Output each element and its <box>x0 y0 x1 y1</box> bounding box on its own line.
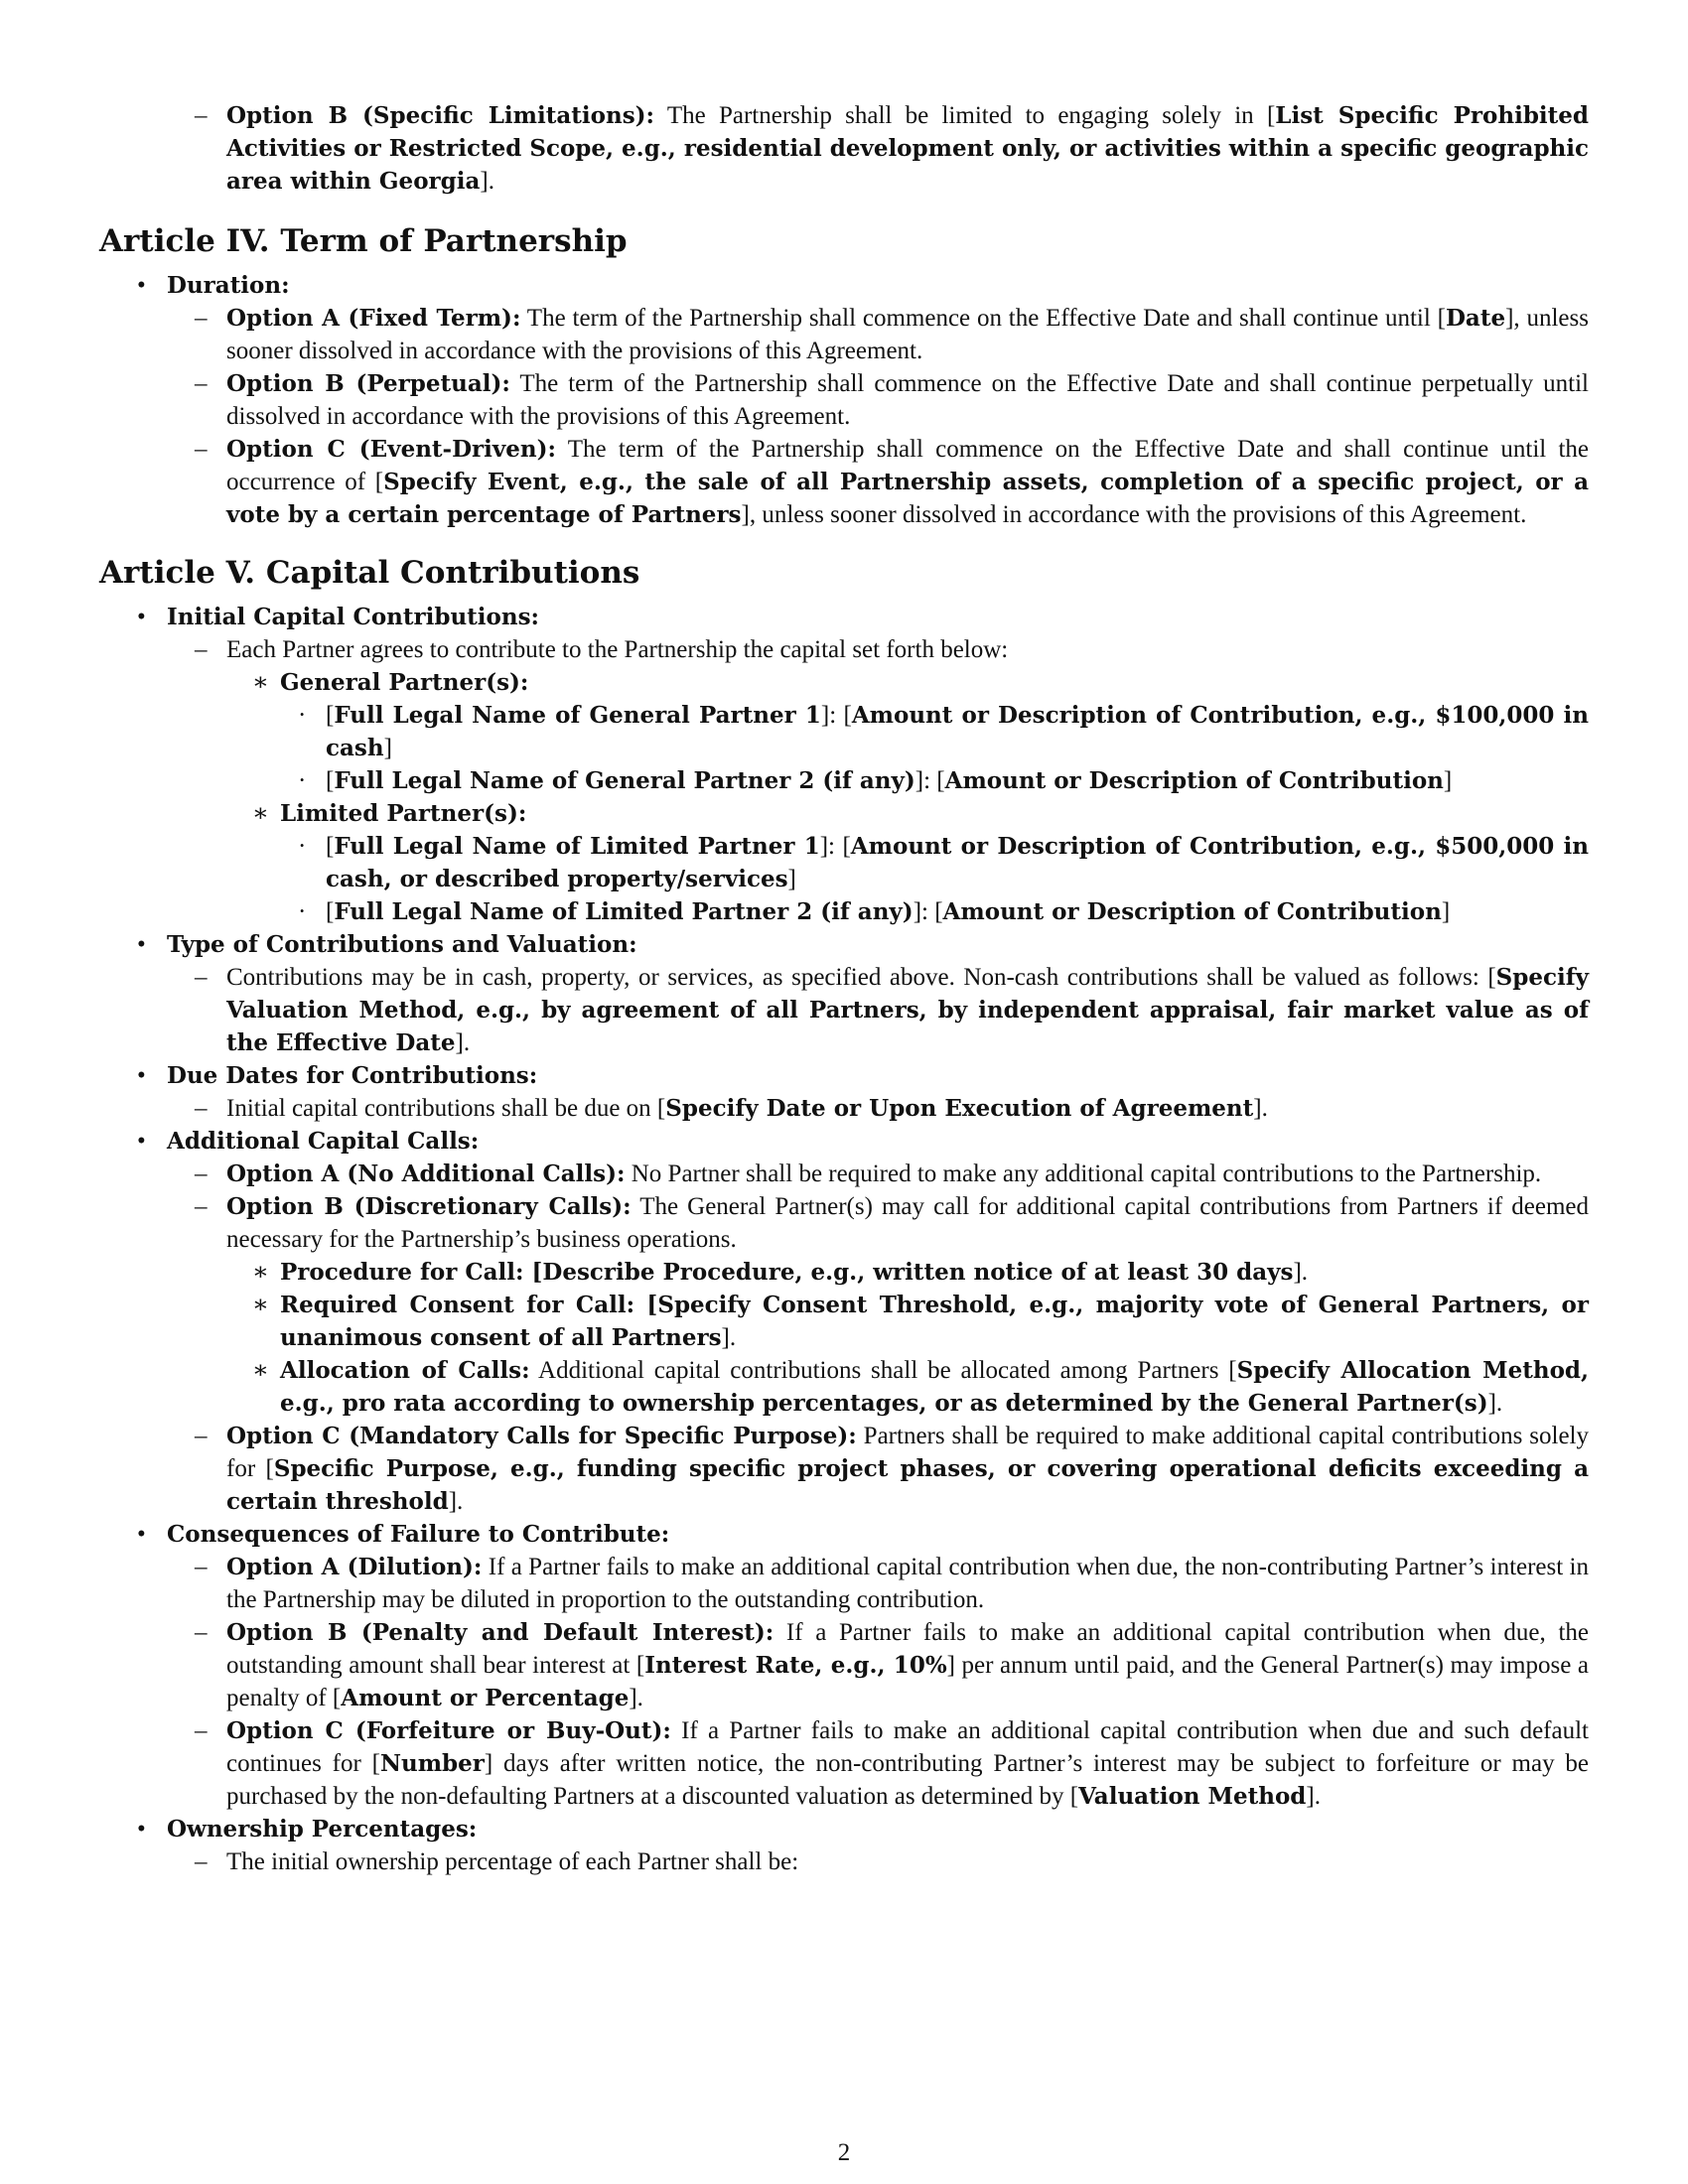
list-item-ownership: • Ownership Percentages: <box>137 1816 478 1843</box>
dash-marker: – <box>195 102 208 129</box>
placeholder: Amount or Description of Contribution, e.g., $500,000 in cash, or described property/services <box>326 833 1589 892</box>
placeholder: Specify Date or Upon Execution of Agreement <box>665 1095 1254 1122</box>
list-item-allocation-of-calls: ∗ Allocation of Calls: Additional capital contributions shall be allocated among Partners [Specify Allocation Method, e.g., pro rata according to ownership percentages, or as determined by the General Partner(s)]. <box>252 1357 1590 1417</box>
placeholder: Full Legal Name of General Partner 1 <box>334 702 821 729</box>
placeholder: List Specific Prohibited Activities or Restricted Scope, e.g., residential development only, or activities within a specific geographic area within Georgia <box>226 102 1589 195</box>
list-item-general-partners: ∗ General Partner(s): <box>252 669 529 696</box>
placeholder: Specify Valuation Method, e.g., by agreement of all Partners, by independent appraisal, fair market value as of the Effective Date <box>226 964 1589 1056</box>
placeholder: Valuation Method <box>1078 1783 1307 1810</box>
list-item-due-date-text: – Initial capital contributions shall be due on [Specify Date or Upon Execution of Agreement]. <box>195 1095 1268 1122</box>
placeholder: Full Legal Name of Limited Partner 2 (if any) <box>334 898 914 925</box>
list-item-failure-option-c: – Option C (Forfeiture or Buy-Out): If a Partner fails to make an additional capital contribution when due and such default continues for [Number] days after written notice, the non-contributing Partner’s interest may be subject to forfeiture or may be purchased by the non-defaulting Partners at a discounted valuation as determined by [Valuation Method]. <box>195 1717 1590 1810</box>
placeholder: Full Legal Name of Limited Partner 1 <box>334 833 820 860</box>
document-page <box>99 99 1589 1878</box>
option-label: Option B (Specific Limitations): <box>226 102 655 129</box>
list-item-duration: • Duration: <box>99 269 1589 302</box>
list-item-failure-option-b: – Option B (Penalty and Default Interest): If a Partner fails to make an additional capital contribution when due, the outstanding amount shall bear interest at [Interest Rate, e.g., 10%] per annum until paid, and the General Partner(s) may impose a penalty of [Amount or Percentage]. <box>195 1619 1589 1711</box>
list-item-limited-partner-1: · [Full Legal Name of Limited Partner 1]: [Amount or Description of Contribution, e.g., $500,000 in cash, or described property/services] <box>298 833 1589 892</box>
list-item-term-option-b: – Option B (Perpetual): The term of the Partnership shall commence on the Effective Date and shall continue perpetually until dissolved in accordance with the provisions of this Agreement. <box>195 370 1589 430</box>
placeholder: Specify Event, e.g., the sale of all Partnership assets, completion of a specific project, or a vote by a certain percentage of Partners <box>226 469 1589 528</box>
list-item-limited-partners: ∗ Limited Partner(s): <box>252 800 527 827</box>
list-item-initial-contributions: • Initial Capital Contributions: <box>137 604 540 630</box>
list-item-contribution-intro: – Each Partner agrees to contribute to the Partnership the capital set forth below: <box>195 636 1009 663</box>
list-item-term-option-a: – Option A (Fixed Term): The term of the Partnership shall commence on the Effective Date and shall continue until [Date], unless sooner dissolved in accordance with the provisions of this Agreement. <box>195 305 1589 364</box>
list-item-article3-option-b: – Option B (Specific Limitations): The Partnership shall be limited to engaging solely in [List Specific Prohibited Activities or Restricted Scope, e.g., residential development only, or activities within a specific geographic area within Georgia]. <box>99 99 1589 198</box>
article-v-heading: Article V. Capital Contributions <box>99 555 640 591</box>
placeholder: Date <box>1445 305 1506 332</box>
list-item-calls-option-c: – Option C (Mandatory Calls for Specific Purpose): Partners shall be required to make additional capital contributions solely for [Specific Purpose, e.g., funding specific project phases, or covering operational deficits exceeding a certain threshold]. <box>195 1423 1589 1515</box>
list-item-due-dates: • Due Dates for Contributions: <box>137 1062 538 1089</box>
placeholder: Amount or Description of Contribution <box>942 898 1442 925</box>
placeholder: Describe Procedure, e.g., written notice of at least 30 days <box>542 1259 1294 1286</box>
placeholder: Specific Purpose, e.g., funding specific project phases, or covering operational deficits exceeding a certain threshold <box>226 1455 1589 1515</box>
list-item-term-option-c: – Option C (Event-Driven): The term of the Partnership shall commence on the Effective Date and shall continue until the occurrence of [Specify Event, e.g., the sale of all Partnership assets, completion of a specific project, or a vote by a certain percentage of Partners], unless sooner dissolved in accordance with the provisions of this Agreement. <box>195 436 1589 528</box>
list-item-limited-partner-2: · [Full Legal Name of Limited Partner 2 (if any)]: [Amount or Description of Contribution] <box>298 898 1451 925</box>
list-item-procedure-for-call: ∗ Procedure for Call: [Describe Procedure, e.g., written notice of at least 30 days]. <box>252 1259 1309 1286</box>
placeholder: Amount or Description of Contribution, e.g., $100,000 in cash <box>326 702 1589 761</box>
list-item-failure-consequences: • Consequences of Failure to Contribute: <box>137 1521 670 1548</box>
list-item-ownership-text: – The initial ownership percentage of each Partner shall be: <box>195 1848 799 1875</box>
bullet-marker: • <box>137 272 146 299</box>
placeholder: Full Legal Name of General Partner 2 (if any) <box>334 767 915 794</box>
placeholder: Specify Consent Threshold, e.g., majority vote of General Partners, or unanimous consent of all Partners <box>280 1292 1589 1351</box>
placeholder: Amount or Percentage <box>341 1685 630 1711</box>
list-item-general-partner-1: · [Full Legal Name of General Partner 1]: [Amount or Description of Contribution, e.g., $100,000 in cash] <box>298 702 1589 761</box>
placeholder: Specify Allocation Method, e.g., pro rata according to ownership percentages, or as determined by the General Partner(s) <box>280 1357 1590 1417</box>
list-item-calls-option-a: – Option A (No Additional Calls): No Partner shall be required to make any additional capital contributions to the Partnership. <box>195 1160 1542 1187</box>
list-item-failure-option-a: – Option A (Dilution): If a Partner fails to make an additional capital contribution when due, the non-contributing Partner’s interest in the Partnership may be diluted in proportion to the outstanding contribution. <box>195 1554 1589 1613</box>
list-item-required-consent: ∗ Required Consent for Call: [Specify Consent Threshold, e.g., majority vote of General Partners, or unanimous consent of all Partners]. <box>252 1292 1589 1351</box>
article-iv-heading: Article IV. Term of Partnership <box>99 223 628 259</box>
list-item-valuation: – Contributions may be in cash, property, or services, as specified above. Non-cash contributions shall be valued as follows: [Specify Valuation Method, e.g., by agreement of all Partners, by independent appraisal, fair market value as of the Effective Date]. <box>195 964 1589 1056</box>
placeholder: Number <box>379 1750 485 1777</box>
placeholder: Amount or Description of Contribution <box>944 767 1444 794</box>
placeholder: Interest Rate, e.g., 10% <box>644 1652 947 1679</box>
list-item-general-partner-2: · [Full Legal Name of General Partner 2 (if any)]: [Amount or Description of Contribution] <box>298 767 1453 794</box>
list-item-type-of-contributions: • Type of Contributions and Valuation: <box>137 931 637 958</box>
list-item-calls-option-b: – Option B (Discretionary Calls): The General Partner(s) may call for additional capital contributions from Partners if deemed necessary for the Partnership’s business operations. <box>195 1193 1590 1253</box>
list-item-additional-calls: • Additional Capital Calls: <box>137 1128 480 1155</box>
page-number: 2 <box>837 2139 851 2166</box>
